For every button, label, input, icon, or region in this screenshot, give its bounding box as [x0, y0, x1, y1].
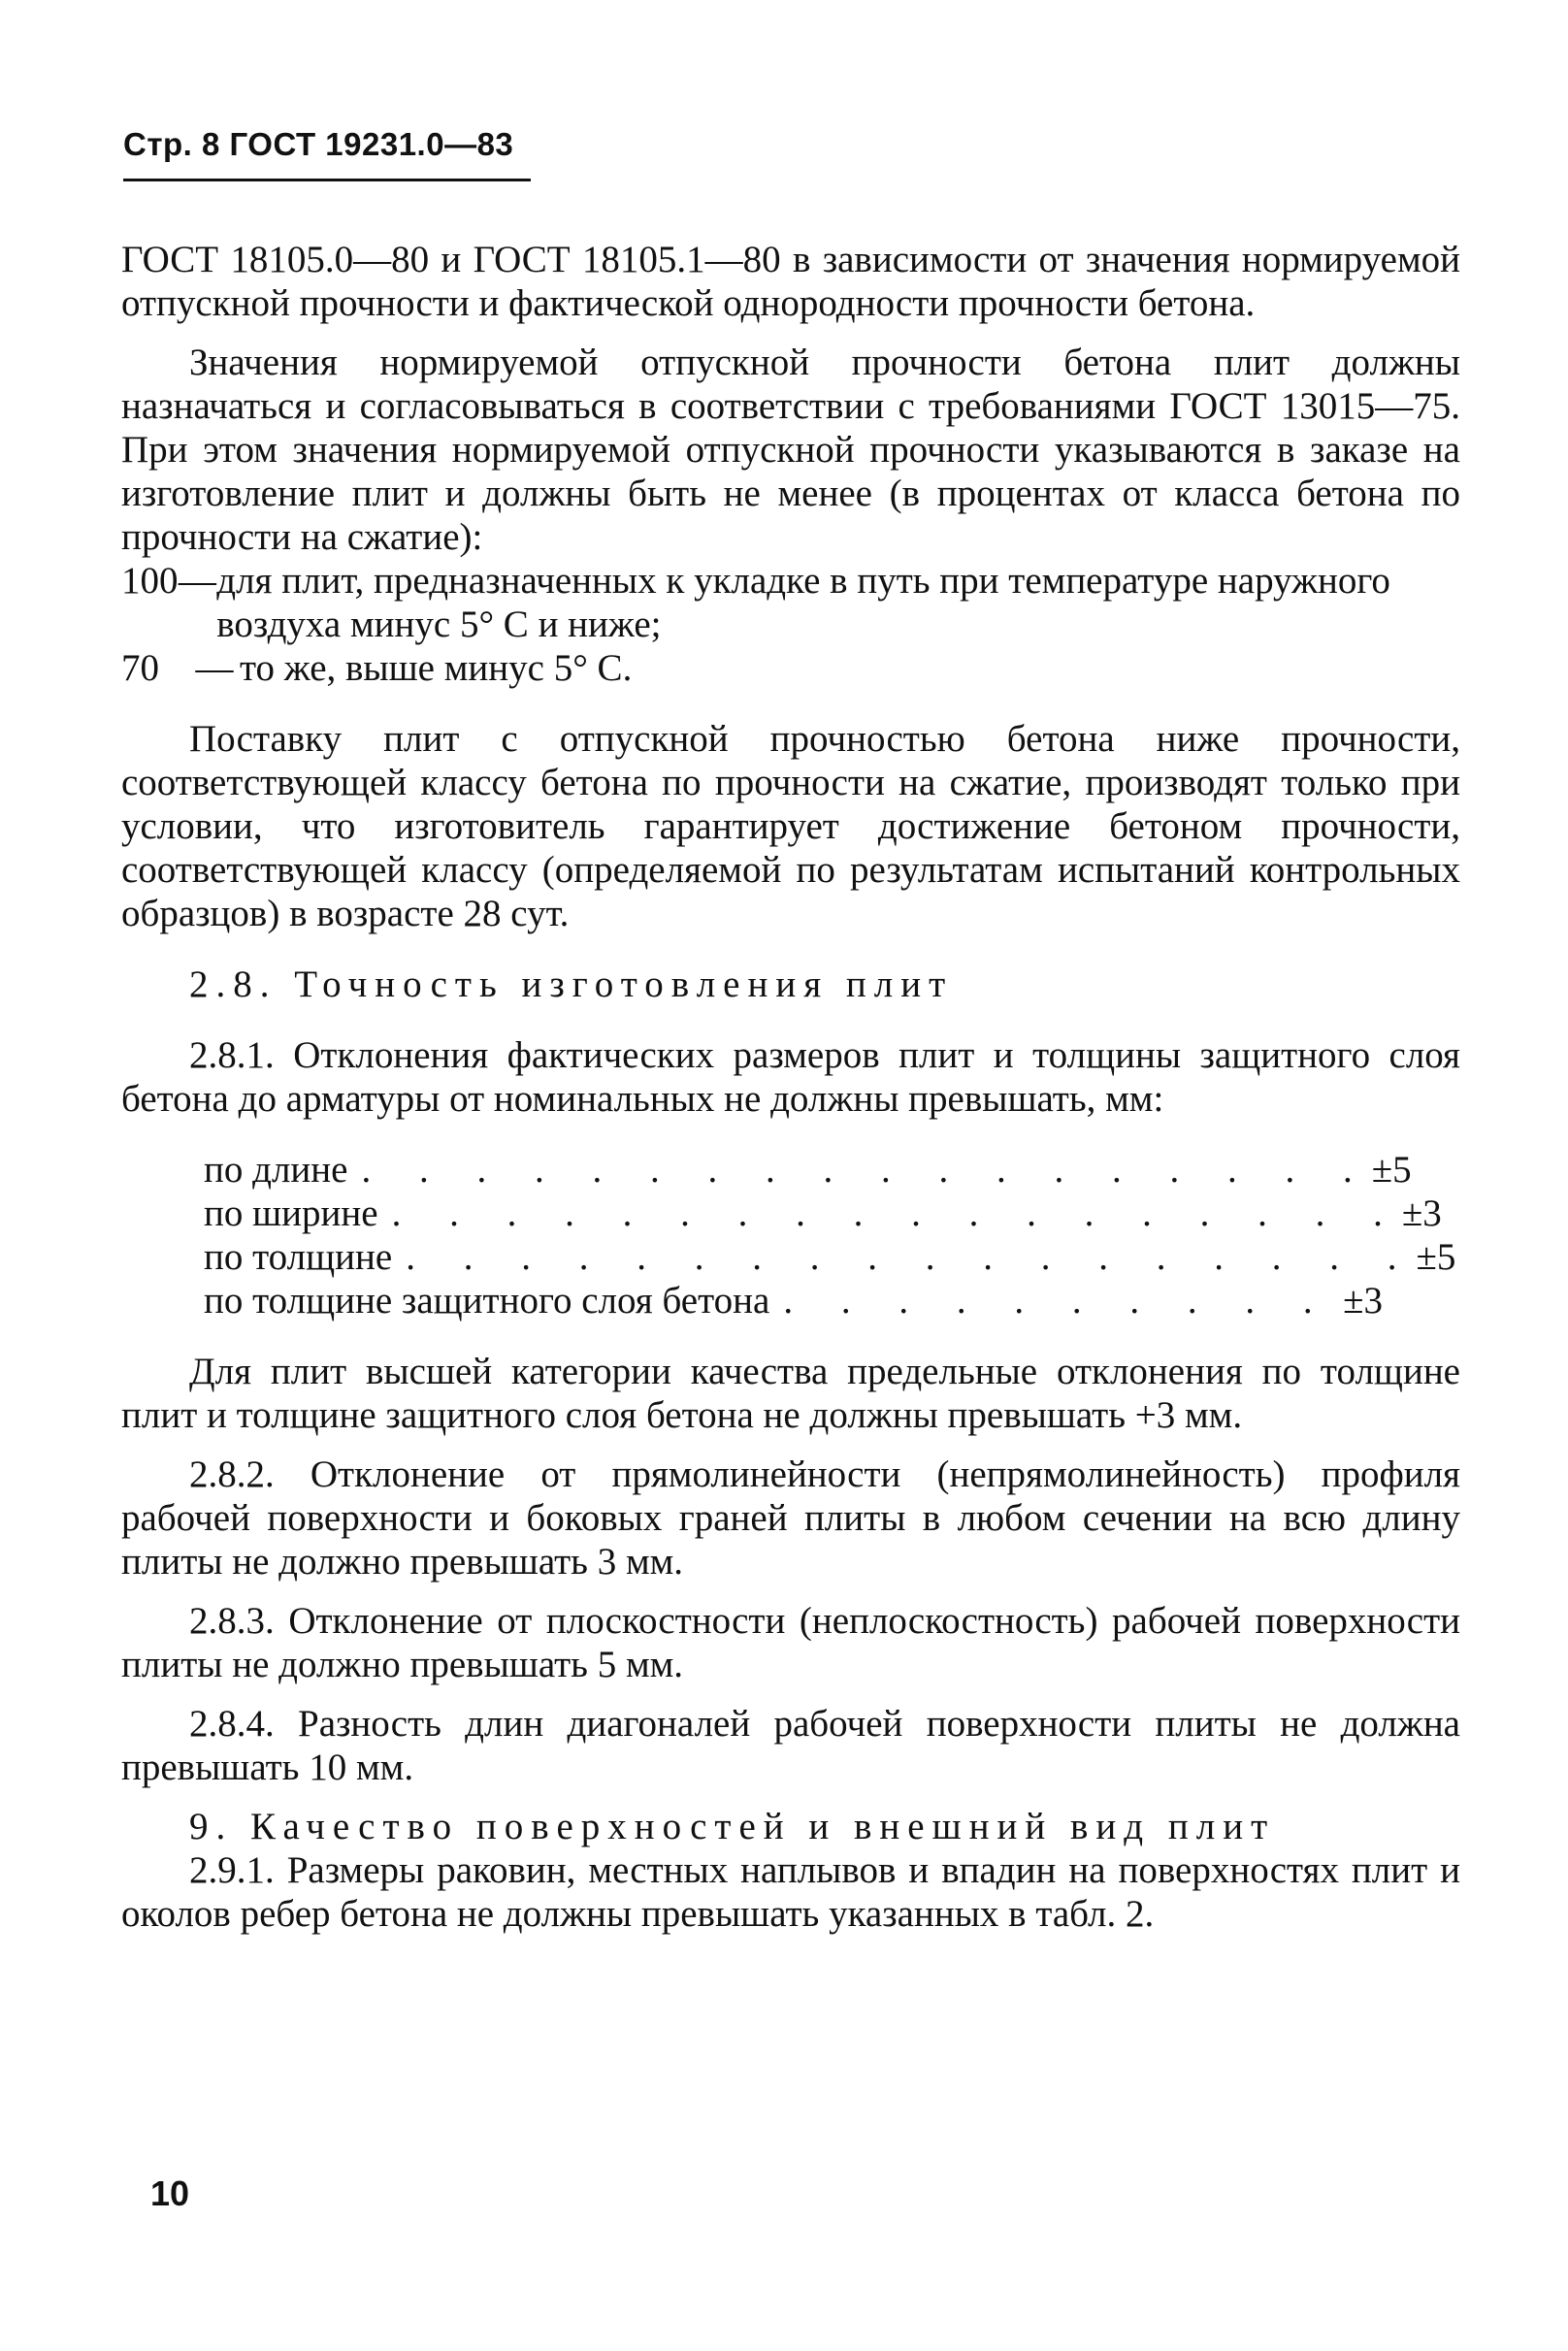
dash: — [178, 560, 216, 602]
page-header: Стр. 8 ГОСТ 19231.0—83 [123, 126, 531, 181]
leader-dots: . . . . . . . . . . . . . . . . . . [361, 1149, 1372, 1191]
deviation-label: по толщине [204, 1236, 393, 1278]
leader-dots: . . . . . . . . . . . . . . . . . . [391, 1192, 1402, 1234]
list-item [121, 559, 1460, 646]
paragraph-2-8-3: 2.8.3. Отклонение от плоскостности (неплоскостность) рабочей поверхности плиты не должно превышать 5 мм. [121, 1600, 1460, 1685]
paragraph-2-8-4: 2.8.4. Разность длин диагоналей рабочей поверхности плиты не должна превышать 10 мм. [121, 1703, 1460, 1788]
leader-dots: . . . . . . . . . . [783, 1280, 1332, 1322]
list-item-text: для плит, предназначенных к укладке в путь при температуре наружного воздуха минус 5° С и ниже; [216, 560, 1390, 645]
deviation-table [204, 1148, 1456, 1322]
deviation-label: по толщине защитного слоя бетона [204, 1280, 770, 1322]
list-item-text: то же, выше минус 5° С. [240, 647, 633, 689]
deviation-value: ±3 [1401, 1192, 1442, 1234]
dash: — [195, 647, 234, 689]
section-heading-2-9: 9. Качество поверхностей и внешний вид плит [189, 1806, 1276, 1847]
deviation-value: ±5 [1416, 1236, 1456, 1278]
list-item-number: 100 [121, 560, 179, 602]
leader-dots: . . . . . . . . . . . . . . . . . . [406, 1236, 1417, 1278]
deviation-row [204, 1279, 1383, 1322]
paragraph-2-9-1: 2.9.1. Размеры раковин, местных наплывов и впадин на поверхностях плит и околов ребер бетона не должны превышать указанных в табл. 2. [121, 1849, 1460, 1935]
deviation-row [204, 1235, 1456, 1279]
paragraph-delivery: Поставку плит с отпускной прочностью бетона ниже прочности, соответствующей классу бетона по прочности на сжатие, производят только при условии, что изготовитель гарантирует достижение бетоном прочности, соответствующей классу (определяемой по результатам испытаний контрольных образцов) в возрасте 28 сут. [121, 718, 1460, 934]
list-item [121, 646, 1460, 690]
paragraph-continuation: ГОСТ 18105.0—80 и ГОСТ 18105.1—80 в зависимости от значения нормируемой отпускной прочности и фактической однородности прочности бетона. [121, 239, 1460, 324]
paragraph-2-8-1: 2.8.1. Отклонения фактических размеров плит и толщины защитного слоя бетона до арматуры от номинальных не должны превышать, мм: [121, 1034, 1460, 1120]
deviation-label: по ширине [204, 1192, 378, 1234]
document-body [121, 238, 1460, 1936]
page-number: 10 [150, 2173, 190, 2213]
list-item-number: 70 [121, 647, 159, 689]
deviation-row [204, 1148, 1412, 1192]
paragraph-high-category: Для плит высшей категории качества предельные отклонения по толщине плит и толщине защитного слоя бетона не должны превышать +3 мм. [121, 1351, 1460, 1436]
section-heading-2-8: 2.8. Точность изготовления плит [189, 963, 954, 1005]
deviation-value: ±5 [1371, 1149, 1412, 1191]
deviation-row [204, 1192, 1442, 1235]
paragraph-2-8-2: 2.8.2. Отклонение от прямолинейности (непрямолинейность) профиля рабочей поверхности и боковых граней плиты в любом сечении на всю длину плиты не должно превышать 3 мм. [121, 1453, 1460, 1583]
deviation-label: по длине [204, 1149, 348, 1191]
deviation-value: ±3 [1343, 1280, 1383, 1322]
strength-list [121, 559, 1460, 690]
paragraph-release-strength: Значения нормируемой отпускной прочности бетона плит должны назначаться и согласовываться в соответствии с требованиями ГОСТ 13015—75. При этом значения нормируемой отпускной прочности указываются в заказе на изготовление плит и должны быть не менее (в процентах от класса бетона по прочности на сжатие): [121, 342, 1460, 558]
